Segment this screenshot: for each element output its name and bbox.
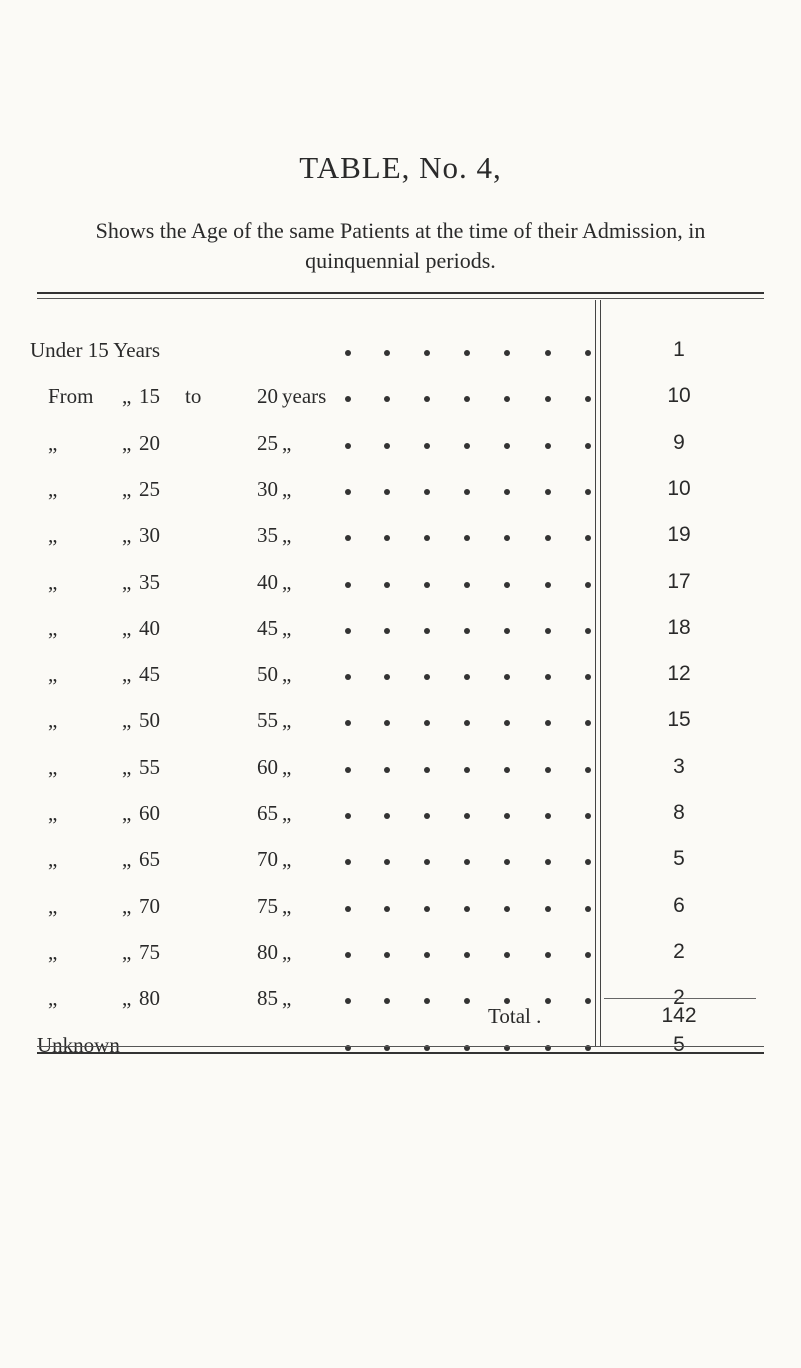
ditto-mark: „ [122,476,132,501]
count-value: 18 [667,615,691,639]
age-to: 80 [257,939,278,964]
leader-dot [585,952,591,958]
ditto-mark: „ [282,893,292,918]
table-title: TABLE, No. 4, [299,150,502,185]
age-to: 70 [257,847,278,872]
leader-dot [384,674,390,680]
leader-dot [585,813,591,819]
leader-dot [345,906,351,912]
ditto-mark: „ [122,569,132,594]
age-to: 75 [257,893,278,918]
ditto-mark: „ [48,523,58,548]
leader-dot [424,952,430,958]
leader-dot [464,906,470,912]
leader-dot [585,489,591,495]
age-from: 45 [139,662,160,687]
leader-dot [545,582,551,588]
total-value: 142 [661,1004,697,1027]
table-row [0,616,801,646]
table-row [0,338,801,368]
count-value: 2 [673,939,685,963]
age-from: 55 [139,754,160,779]
top-rule [37,292,764,294]
count-value: 19 [667,523,691,547]
leader-dot [585,350,591,356]
ditto-mark: „ [282,569,292,594]
count-value: 6 [673,893,685,917]
leader-dot [504,489,510,495]
row-label: Unknown [37,1032,120,1057]
count-value: 10 [667,384,691,408]
leader-dot [464,859,470,865]
leader-dot [545,443,551,449]
leader-dot [545,535,551,541]
ditto-mark: „ [282,986,292,1011]
ditto-mark: „ [48,754,58,779]
leader-dot [504,674,510,680]
age-from: 50 [139,708,160,733]
count-value: 15 [667,708,691,732]
ditto-mark: „ [48,615,58,640]
bottom-rule-thin [37,1046,764,1047]
leader-dot [504,859,510,865]
years-label: years [282,384,327,409]
age-from: 65 [139,847,160,872]
leader-dot [384,813,390,819]
ditto-mark: „ [122,986,132,1011]
leader-dot [464,767,470,773]
table-row [0,801,801,831]
total-label: Total . [488,1004,542,1028]
leader-dot [424,535,430,541]
leader-dot [424,906,430,912]
ditto-mark: „ [48,476,58,501]
row-label: Under 15 Years [30,338,161,362]
leader-dot [504,582,510,588]
leader-dot [504,350,510,356]
leader-dot [384,720,390,726]
leader-dot [545,952,551,958]
leader-dot [585,720,591,726]
ditto-mark: „ [48,569,58,594]
ditto-mark: „ [282,476,292,501]
leader-dot [464,582,470,588]
leader-dot [545,813,551,819]
leader-dot [504,443,510,449]
ditto-mark: „ [48,801,58,825]
leader-dot [585,582,591,588]
age-from: 20 [139,430,160,455]
leader-dot [424,674,430,680]
leader-dot [545,998,551,1004]
count-value: 9 [673,430,685,454]
leader-dot [424,582,430,588]
leader-dot [585,674,591,680]
age-to: 65 [257,801,278,825]
count-value: 12 [667,662,691,686]
leader-dot [504,813,510,819]
table-row [0,940,801,970]
age-to: 50 [257,662,278,687]
leader-dot [545,906,551,912]
age-from: 15 [139,384,160,409]
leader-dot [504,720,510,726]
ditto-mark: „ [282,939,292,964]
leader-dot [384,906,390,912]
leader-dot [345,859,351,865]
table-row [0,662,801,692]
count-value: 2 [673,986,685,1010]
table-row [0,847,801,877]
table-row [0,477,801,507]
age-to: 20 [257,384,278,409]
leader-dot [545,767,551,773]
ditto-mark: „ [122,847,132,872]
ditto-mark: „ [282,430,292,455]
age-to: 85 [257,986,278,1011]
ditto-mark: „ [48,986,58,1011]
age-from: 40 [139,615,160,640]
ditto-mark: „ [282,662,292,687]
ditto-mark: „ [122,615,132,640]
count-value: 1 [673,338,685,361]
table-row [0,384,801,414]
age-to: 30 [257,476,278,501]
leader-dot [345,582,351,588]
leader-dot [464,396,470,402]
leader-dot [464,720,470,726]
leader-dot [424,720,430,726]
ditto-mark: „ [122,893,132,918]
ditto-mark: „ [48,662,58,687]
leader-dot [424,396,430,402]
age-from: 60 [139,801,160,825]
leader-dot [464,628,470,634]
leader-dot [384,582,390,588]
leader-dot [424,628,430,634]
leader-dot [504,396,510,402]
leader-dot [464,350,470,356]
table-row [0,523,801,553]
leader-dot [585,443,591,449]
ditto-mark: „ [48,708,58,733]
ditto-mark: „ [122,662,132,687]
table-row [0,755,801,785]
leader-dot [585,535,591,541]
age-from: 30 [139,523,160,548]
leader-dot [384,628,390,634]
leader-dot [464,535,470,541]
count-value: 8 [673,801,685,824]
age-from: 75 [139,939,160,964]
age-to: 40 [257,569,278,594]
leader-dot [424,998,430,1004]
leader-dot [384,489,390,495]
ditto-mark: „ [282,754,292,779]
leader-dot [464,998,470,1004]
ditto-mark: „ [48,893,58,918]
leader-dot [424,859,430,865]
leader-dot [345,767,351,773]
leader-dot [464,443,470,449]
leader-dot [464,674,470,680]
leader-dot [545,628,551,634]
age-to: 55 [257,708,278,733]
leader-dot [384,443,390,449]
top-rule-thin [37,298,764,299]
leader-dot [464,489,470,495]
leader-dot [585,906,591,912]
count-value: 5 [673,847,685,871]
leader-dot [424,767,430,773]
table-row [0,1033,801,1063]
age-to: 60 [257,754,278,779]
count-value: 10 [667,476,691,500]
leader-dot [545,674,551,680]
leader-dot [424,813,430,819]
table-row [0,894,801,924]
ditto-mark: „ [122,754,132,779]
leader-dot [464,813,470,819]
table-subtitle: Shows the Age of the same Patients at the time of their Admission, in quinquennial periods. [95,218,706,273]
leader-dot [345,350,351,356]
ditto-mark: „ [48,939,58,964]
leader-dot [585,396,591,402]
leader-dot [384,998,390,1004]
leader-dot [345,443,351,449]
leader-dot [345,998,351,1004]
age-from: 35 [139,569,160,594]
leader-dot [545,859,551,865]
leader-dot [424,489,430,495]
count-value: 17 [667,569,691,593]
age-to: 25 [257,430,278,455]
leader-dot [504,767,510,773]
leader-dot [345,952,351,958]
leader-dot [464,952,470,958]
leader-dot [345,489,351,495]
leader-dot [545,489,551,495]
leader-dot [585,767,591,773]
leader-dot [504,535,510,541]
leader-dot [345,813,351,819]
leader-dot [384,859,390,865]
table-row [0,708,801,738]
leader-dot [424,443,430,449]
table-row [0,570,801,600]
age-from: 25 [139,476,160,501]
leader-dot [504,952,510,958]
ditto-mark: „ [48,430,58,455]
leader-dot [585,859,591,865]
leader-dot [545,720,551,726]
age-to: 45 [257,615,278,640]
ditto-mark: „ [122,801,132,825]
leader-dot [545,350,551,356]
count-value: 5 [673,1032,685,1056]
ditto-mark: „ [122,523,132,548]
ditto-mark: „ [282,523,292,548]
ditto-mark: „ [48,847,58,872]
leader-dot [384,350,390,356]
ditto-mark: „ [282,801,292,825]
ditto-mark: „ [282,615,292,640]
bottom-rule [37,1052,764,1054]
to-label: to [185,384,202,409]
ditto-mark: „ [122,708,132,733]
leader-dot [345,535,351,541]
ditto-mark: „ [122,384,132,409]
leader-dot [545,396,551,402]
leader-dot [384,767,390,773]
age-to: 35 [257,523,278,548]
leader-dot [345,396,351,402]
age-from: 80 [139,986,160,1011]
from-label: From [48,384,94,409]
count-value: 3 [673,754,685,778]
table-row [0,431,801,461]
ditto-mark: „ [282,708,292,733]
ditto-mark: „ [122,430,132,455]
leader-dot [504,628,510,634]
total-rule [604,998,756,999]
leader-dot [345,674,351,680]
leader-dot [345,720,351,726]
leader-dot [585,628,591,634]
leader-dot [424,350,430,356]
ditto-mark: „ [282,847,292,872]
leader-dot [585,998,591,1004]
leader-dot [384,535,390,541]
leader-dot [345,628,351,634]
ditto-mark: „ [122,939,132,964]
leader-dot [384,396,390,402]
age-from: 70 [139,893,160,918]
leader-dot [384,952,390,958]
leader-dot [504,906,510,912]
